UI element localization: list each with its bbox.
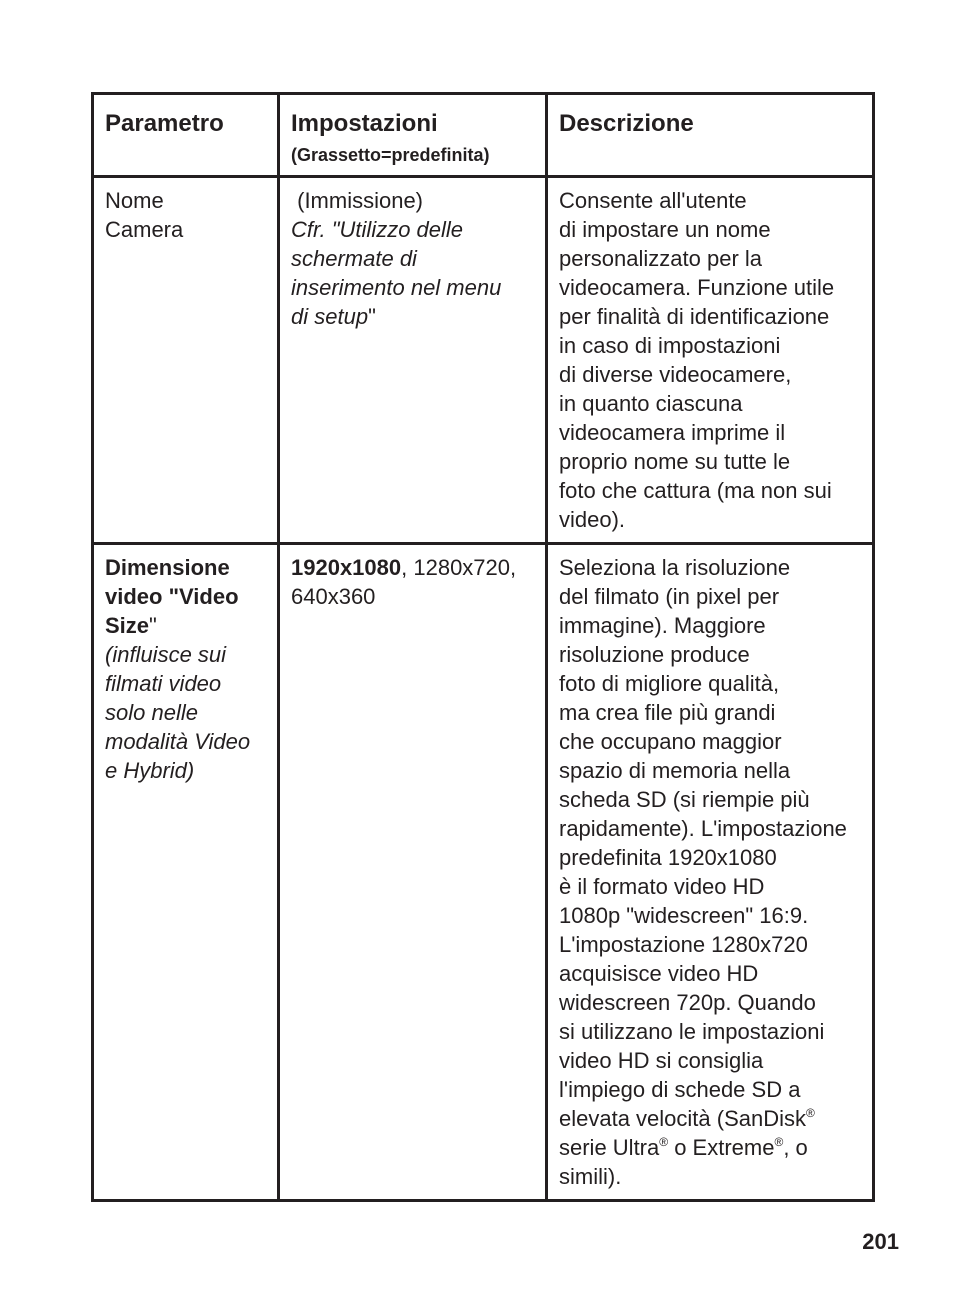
table-row-dimensione-video	[93, 544, 874, 1201]
param-cell	[93, 177, 279, 544]
registered-mark: ®	[774, 1135, 784, 1149]
description-cell	[547, 544, 874, 1201]
settings-table	[91, 92, 875, 1202]
settings-cell	[279, 177, 547, 544]
description-line: proprio nome su tutte le	[559, 449, 791, 474]
description-line: videocamera imprime il	[559, 420, 786, 445]
settings-option: 640x360	[291, 584, 376, 609]
description-line: foto di migliore qualità,	[559, 671, 780, 696]
description-line: l'impiego di schede SD a	[559, 1077, 801, 1102]
registered-mark: ®	[659, 1135, 669, 1149]
header-descrizione-label: Descrizione	[559, 110, 694, 137]
description-line: Seleziona la risoluzione	[559, 555, 791, 580]
settings-cell	[279, 544, 547, 1201]
table-row-nome-camera	[93, 177, 874, 544]
description-line: di impostare un nome	[559, 217, 771, 242]
header-impostazioni-label: Impostazioni	[291, 110, 438, 137]
description-line: L'impostazione 1280x720	[559, 932, 808, 957]
ref-text: di setup	[291, 304, 369, 329]
description-line: in quanto ciascuna	[559, 391, 743, 416]
description-line-series	[559, 1133, 864, 1162]
registered-mark: ®	[806, 1106, 815, 1120]
param-line: Nome	[105, 188, 164, 213]
description-line: video HD si consiglia	[559, 1048, 764, 1073]
param-note: modalità Video	[105, 729, 251, 754]
description-line: spazio di memoria nella	[559, 758, 791, 783]
description-line: è il formato video HD	[559, 874, 765, 899]
header-impostazioni	[279, 94, 547, 177]
description-line: in caso di impostazioni	[559, 333, 781, 358]
page-number: 201	[862, 1229, 899, 1254]
default-value: 1920x1080	[291, 555, 402, 580]
description-line: simili).	[559, 1164, 622, 1189]
settings-reference	[291, 215, 537, 244]
param-note: filmati video	[105, 671, 222, 696]
ref-text: inserimento nel menu	[291, 275, 502, 300]
ref-text: Utilizzo delle	[339, 217, 464, 242]
param-note: (influisce sui	[105, 642, 227, 667]
description-line: widescreen 720p. Quando	[559, 990, 816, 1015]
header-parametro-label: Parametro	[105, 110, 224, 137]
description-line: del filmato (in pixel per	[559, 584, 780, 609]
param-line-size	[105, 611, 269, 640]
description-line: 1080p "widescreen" 16:9.	[559, 903, 809, 928]
description-text: o Extreme	[668, 1135, 775, 1160]
ref-text: schermate di	[291, 246, 417, 271]
param-line: Dimensione	[105, 555, 230, 580]
settings-comma: ,	[401, 555, 408, 580]
settings-option: 1280x720,	[407, 555, 517, 580]
ref-last-line	[291, 302, 537, 331]
ref-prefix: Cfr. "	[291, 217, 340, 242]
param-note: e Hybrid)	[105, 758, 195, 783]
description-line: Consente all'utente	[559, 188, 747, 213]
settings-line: (Immissione)	[291, 188, 424, 213]
header-descrizione	[547, 94, 874, 177]
description-line: acquisisce video HD	[559, 961, 759, 986]
header-parametro	[93, 94, 279, 177]
param-line: Camera	[105, 217, 184, 242]
param-cell	[93, 544, 279, 1201]
description-line: personalizzato per la	[559, 246, 763, 271]
param-quote: "	[149, 613, 157, 638]
description-line: foto che cattura (ma non sui	[559, 478, 832, 503]
description-cell	[547, 177, 874, 544]
param-line: video "Video	[105, 584, 239, 609]
header-impostazioni-note: (Grassetto=predefinita)	[291, 145, 490, 165]
description-line: videocamera. Funzione utile	[559, 275, 835, 300]
param-line: Size	[105, 613, 150, 638]
settings-options	[291, 553, 537, 582]
description-line: di diverse videocamere,	[559, 362, 792, 387]
param-note: solo nelle	[105, 700, 198, 725]
description-text: , o	[783, 1135, 808, 1160]
ref-suffix: "	[368, 304, 376, 329]
description-line: rapidamente). L'impostazione	[559, 816, 847, 841]
description-line: si utilizzano le impostazioni	[559, 1019, 825, 1044]
description-line: scheda SD (si riempie più	[559, 787, 810, 812]
description-line: immagine). Maggiore	[559, 613, 766, 638]
description-line: che occupano maggior	[559, 729, 782, 754]
description-line: risoluzione produce	[559, 642, 750, 667]
description-text: serie Ultra	[559, 1135, 660, 1160]
description-line: per finalità di identificazione	[559, 304, 830, 329]
description-line-sandisk	[559, 1104, 864, 1133]
table-header-row	[93, 94, 874, 177]
description-line: video).	[559, 507, 626, 532]
description-line: ma crea file più grandi	[559, 700, 776, 725]
description-line: predefinita 1920x1080	[559, 845, 777, 870]
description-text: elevata velocità (SanDisk	[559, 1106, 807, 1131]
